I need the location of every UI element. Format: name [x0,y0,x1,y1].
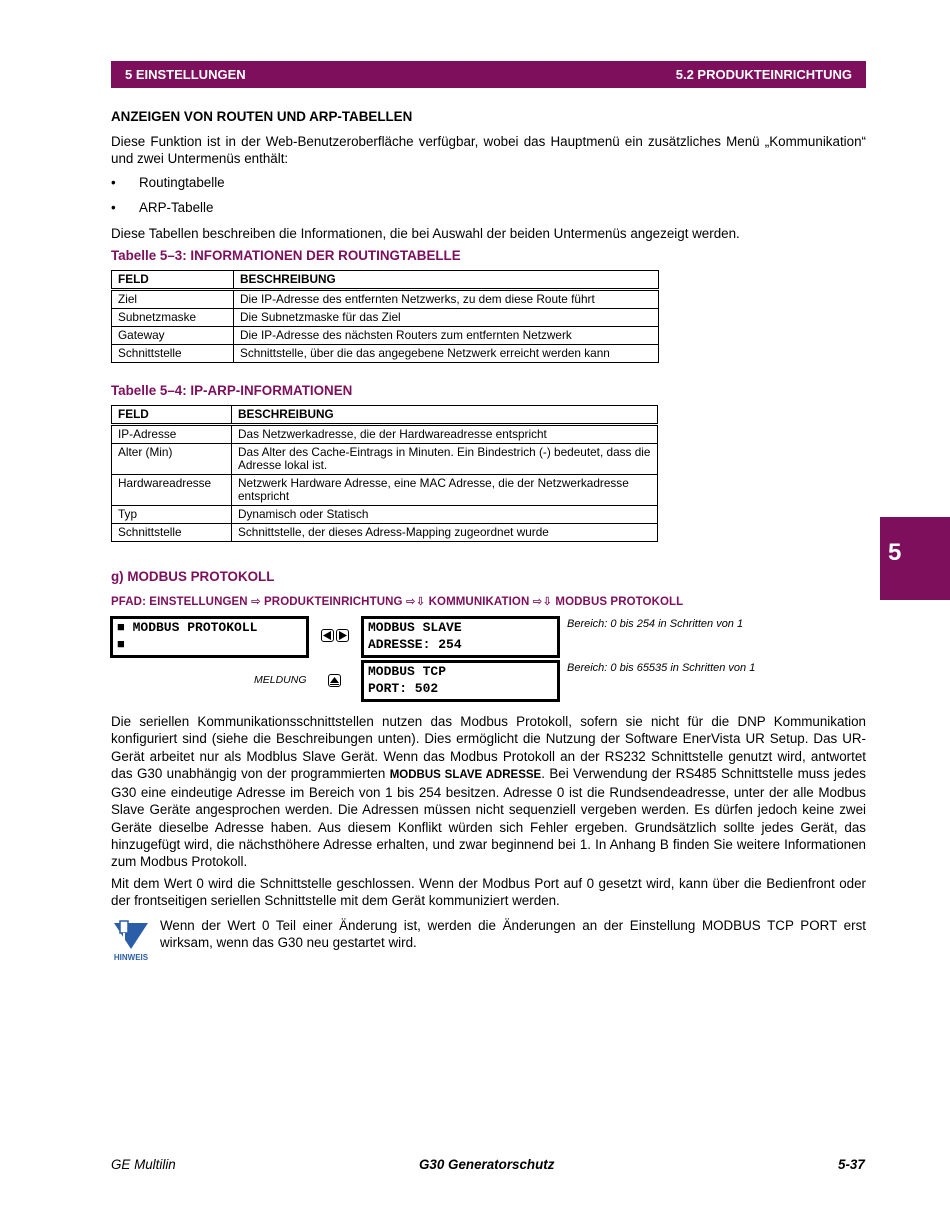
table-cell: Schnittstelle, über die das angegebene Netzwerk erreicht werden kann [234,345,659,363]
range-tcp-port: Bereich: 0 bis 65535 in Schritten von 1 [567,662,756,674]
note-text: Wenn der Wert 0 Teil einer Änderung ist, werden die Änderungen an der Einstellung MODBUS TCP PORT erst wirksam, wenn das G30 neu gestartet wird. [160,918,866,951]
range-slave-address: Bereich: 0 bis 254 in Schritten von 1 [567,618,744,630]
table-cell: Netzwerk Hardware Adresse, eine MAC Adresse, die der Netzwerkadresse entspricht [232,475,658,506]
table-cell: Die IP-Adresse des entfernten Netzwerks, zu dem diese Route führt [234,290,659,309]
table-row [112,506,658,524]
left-arrow-key-icon [321,629,334,642]
page-header-bar [111,61,866,88]
routing-table [111,270,659,363]
table-cell: Schnittstelle, der dieses Adress-Mapping zugeordnet wurde [232,524,658,542]
table-cell: Schnittstelle [112,524,232,542]
tables-intro: Diese Tabellen beschreiben die Informationen, die bei Auswahl der beiden Untermenüs angezeigt werden. [111,226,740,241]
table-cell: Das Alter des Cache-Eintrags in Minuten. Ein Bindestrich (-) bedeutet, dass die Adresse lokal ist. [232,444,658,475]
modbus-tcp-port-display [361,660,560,702]
menu-display [110,616,309,658]
page-number: 5-37 [838,1157,865,1172]
chapter-tab-number: 5 [888,539,902,566]
table-cell: Dynamisch oder Statisch [232,506,658,524]
table-header-row [112,271,659,290]
modbus-paragraph [111,713,866,871]
modbus-heading: g) MODBUS PROTOKOLL [111,569,275,584]
chapter-title: 5 EINSTELLUNGEN [125,67,246,82]
section-heading: ANZEIGEN VON ROUTEN UND ARP-TABELLEN [111,109,413,124]
modbus-slave-address-display [361,616,560,658]
table2-caption: Tabelle 5–4: IP-ARP-INFORMATIONEN [111,383,353,398]
table-row [112,524,658,542]
note-icon-label: HINWEIS [113,953,149,961]
arp-table [111,405,658,542]
table-cell: Das Netzwerkadresse, die der Hardwareadresse entspricht [232,425,658,444]
table-row [112,444,658,475]
table-row [112,475,658,506]
table-cell: Schnittstelle [112,345,234,363]
table-row [112,327,659,345]
up-arrow-key-icon [328,674,341,687]
bullet-label: Routingtabelle [139,175,225,190]
tcp-display-line2: PORT: 502 [368,681,439,696]
table-row [112,425,658,444]
table-row [112,290,659,309]
bullet-label: ARP-Tabelle [139,200,214,215]
section-title: 5.2 PRODUKTEINRICHTUNG [675,67,852,82]
menu-path: PFAD: EINSTELLUNGEN ⇨ PRODUKTEINRICHTUNG ⇨⇩ KOMMUNIKATION ⇨⇩ MODBUS PROTOKOLL [111,596,684,608]
paragraph-text: Die seriellen Kommunikationsschnittstellen nutzen das Modbus Protokoll, sofern sie nicht für die DNP Kommunikation konfiguriert sind (siehe die Beschreibungen unten). Dies ermöglicht die Nutzung der Software EnerVista UR Setup. Das UR-Gerät arbeitet nur als Modblus Slave Gerät. Wenn das Modbus Protokoll an der RS232 Schnittstelle genutzt wird, antwortet das G30 unabhängig von der programmierten [111,714,866,781]
table-cell: Alter (Min) [112,444,232,475]
slave-display-line1: MODBUS SLAVE [368,620,462,635]
message-label: MELDUNG [254,674,307,686]
table-cell: Die IP-Adresse des nächsten Routers zum entfernten Netzwerk [234,327,659,345]
paragraph-text: . Bei Verwendung der RS485 Schnittstelle muss jedes G30 eine eindeutige Adresse im Bereich von 1 bis 254 besitzen. Adresse 0 ist die Rundsendeadresse, unter der alle Modbus Slave Geräte angesprochen werden. Die Adressen müssen nicht sequenziell vergeben werden. Es dürfen jedoch keine zwei Geräte dieselbe Adresse haben. Aus diesem Konflikt würden sich Fehler ergeben. Grundsätzlich sollte jedes Gerät, das hinzugefügt wird, die nächsthöhere Adresse erhalten, und zwar beginnend bei 1. In Anhang B finden Sie weitere Informationen zum Modbus Protokoll. [111,765,866,870]
footer-left: GE Multilin [111,1157,176,1172]
bullet-dot: • [111,175,116,190]
port-zero-paragraph: Mit dem Wert 0 wird die Schnittstelle geschlossen. Wenn der Modbus Port auf 0 gesetzt wird, kann über die Bedienfront oder der frontseitigen seriellen Schnittstelle mit dem Gerät kommuniziert werden. [111,876,866,909]
intro-paragraph: Diese Funktion ist in der Web-Benutzeroberfläche verfügbar, wobei das Hauptmenü ein zusätzliches Menü „Kommunikation“ und zwei Untermenüs enthält: [111,134,866,166]
table-row [112,309,659,327]
table1-caption: Tabelle 5–3: INFORMATIONEN DER ROUTINGTABELLE [111,248,461,263]
table-cell: Gateway [112,327,234,345]
bullet-item [111,200,213,215]
note-icon [111,919,151,961]
bullet-item [111,175,225,190]
menu-display-line2: ■ [117,637,125,652]
table-header-cell: BESCHREIBUNG [234,271,659,290]
tcp-display-line1: MODBUS TCP [368,664,447,679]
table-header-row [112,406,658,425]
right-arrow-key-icon [336,629,349,642]
table-cell: Typ [112,506,232,524]
table-header-cell: FELD [112,406,232,425]
menu-display-line1: ■ MODBUS PROTOKOLL [117,620,258,635]
bullet-dot: • [111,200,116,215]
footer-center: G30 Generatorschutz [419,1157,555,1172]
setting-name-inline: MODBUS SLAVE ADRESSE [389,768,542,781]
table-header-cell: FELD [112,271,234,290]
chapter-tab [880,517,950,600]
slave-display-line2: ADRESSE: 254 [368,637,462,652]
table-row [112,345,659,363]
table-cell: Ziel [112,290,234,309]
table-cell: Die Subnetzmaske für das Ziel [234,309,659,327]
table-cell: Hardwareadresse [112,475,232,506]
table-cell: Subnetzmaske [112,309,234,327]
table-cell: IP-Adresse [112,425,232,444]
table-header-cell: BESCHREIBUNG [232,406,658,425]
